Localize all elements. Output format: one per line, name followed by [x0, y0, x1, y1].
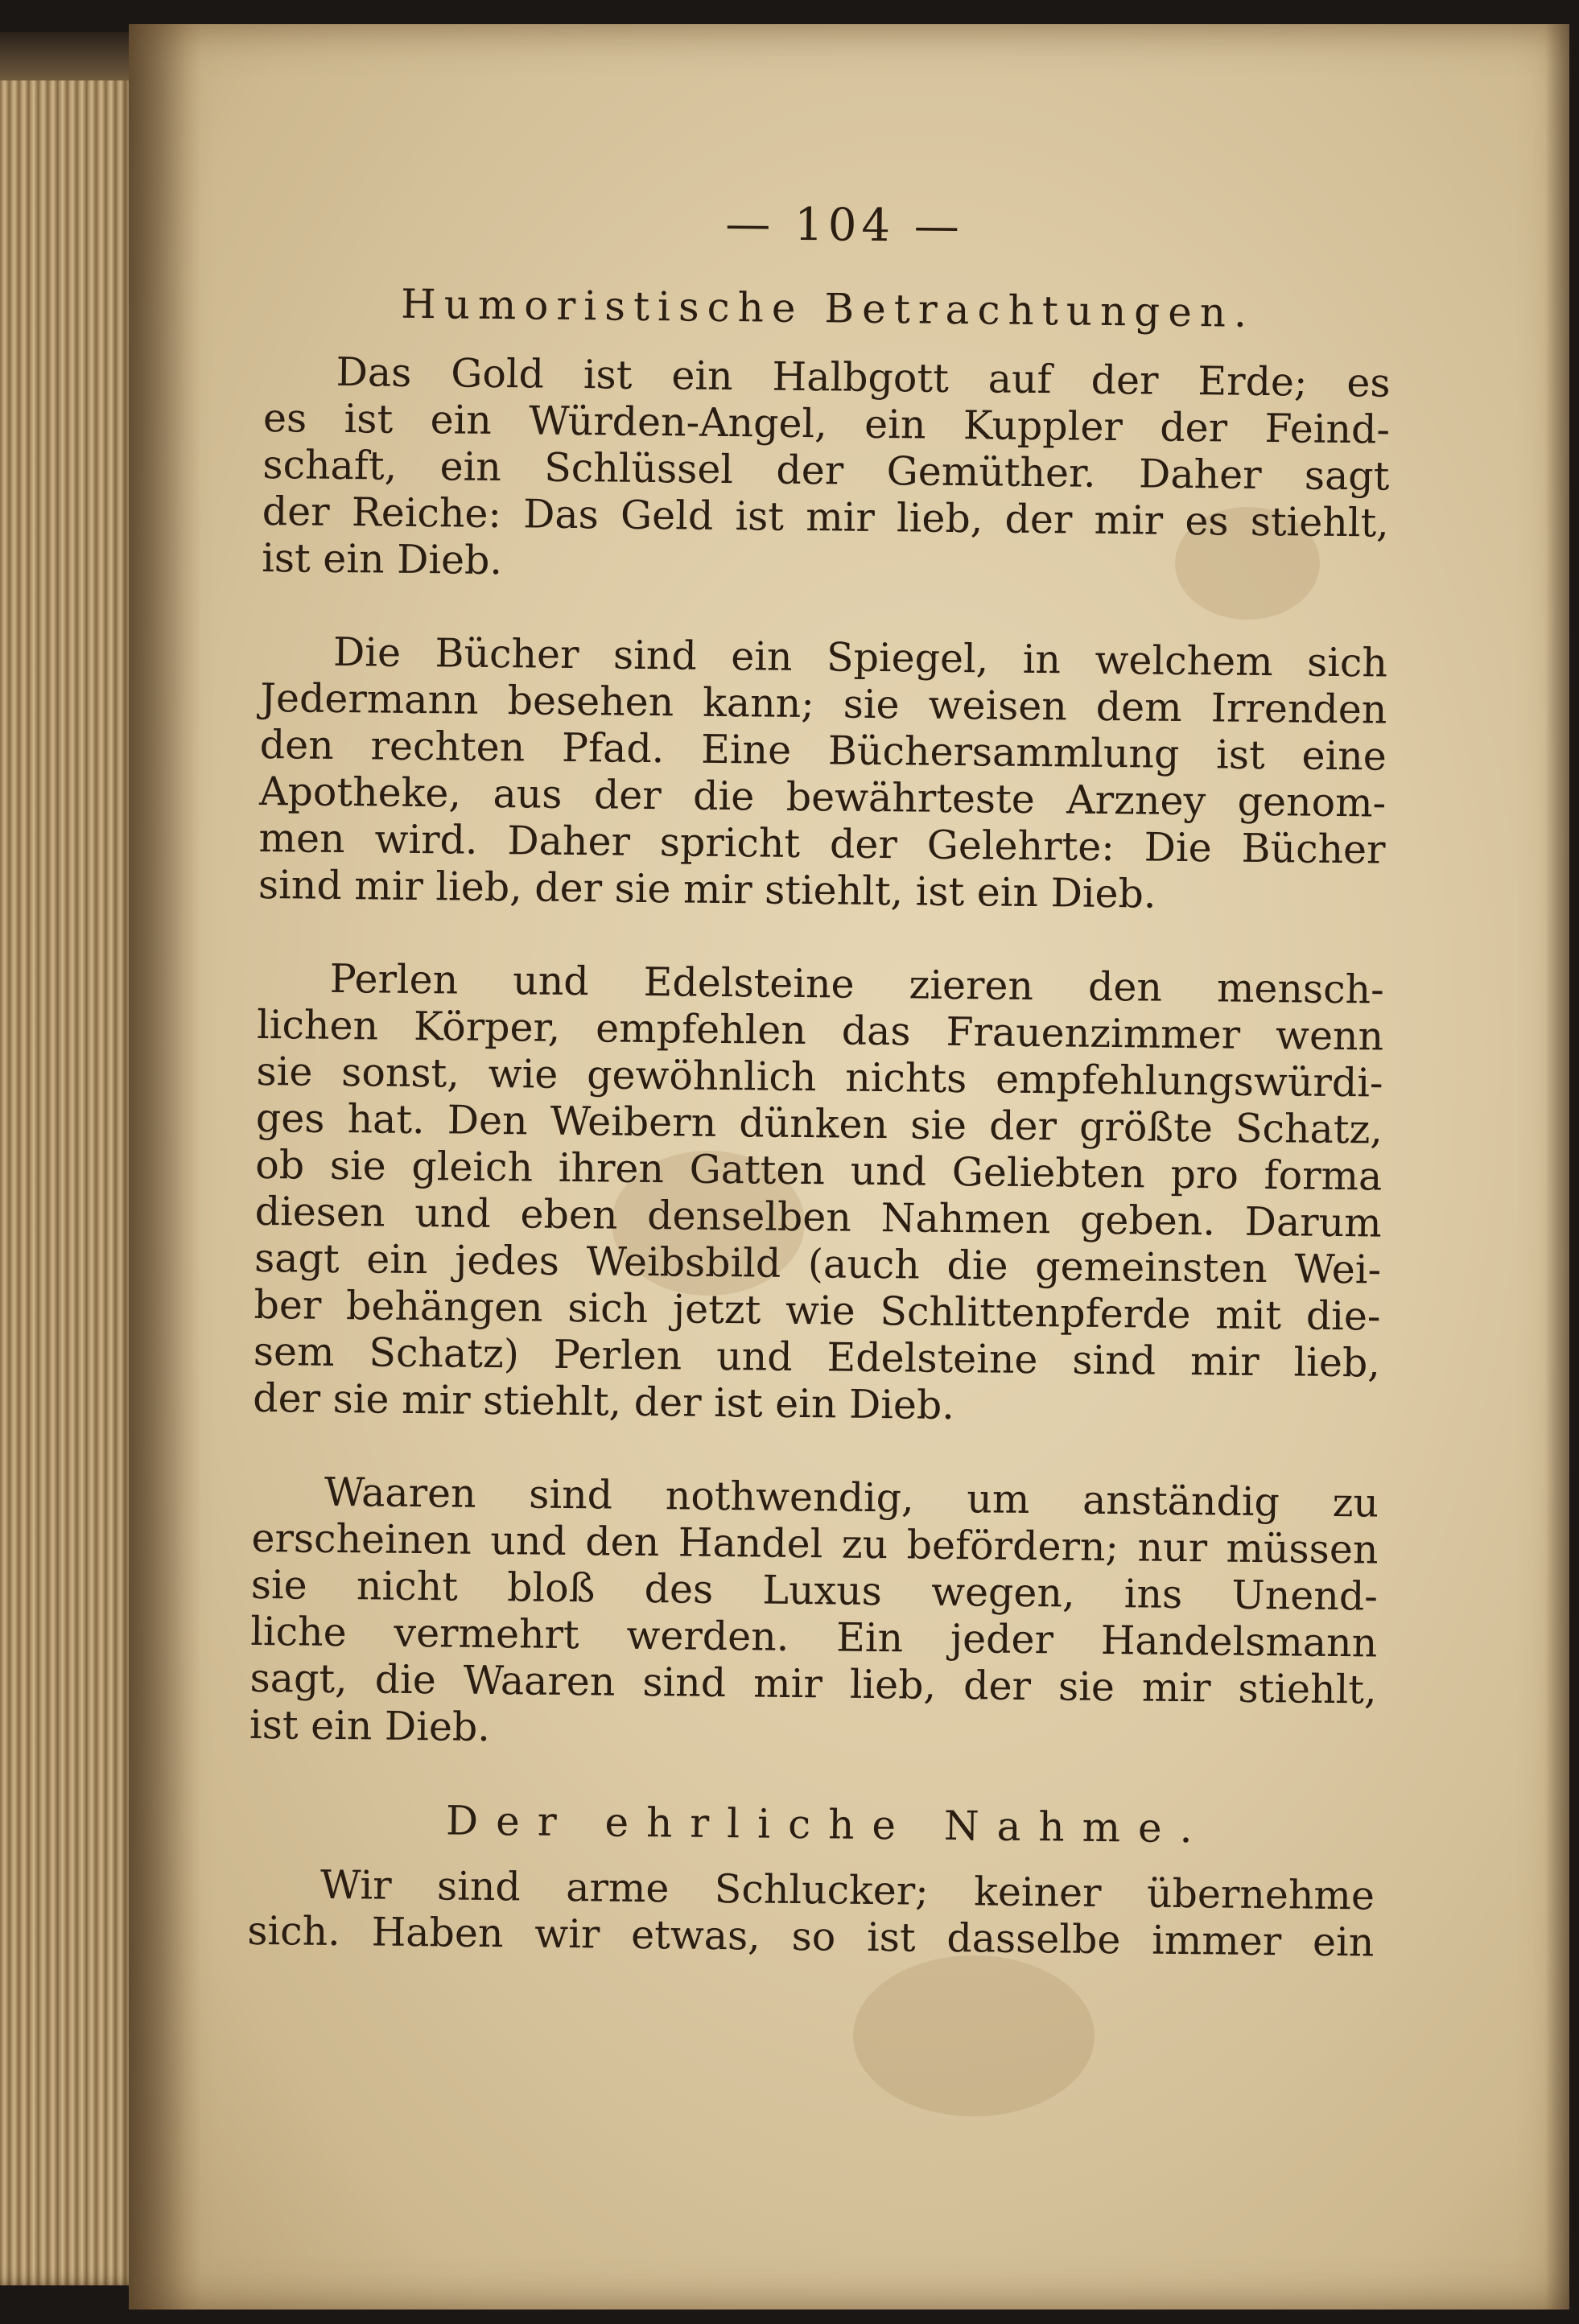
text-line: Apotheke, aus der die bewährteste Arzney genom- [258, 768, 1387, 826]
paragraph-books [258, 628, 1388, 921]
paragraph-gold [262, 348, 1391, 594]
text-line: Die Bücher sind ein Spiegel, in welchem sich [332, 628, 1388, 686]
text-line: sie sonst, wie gewöhnlich nichts empfehlungswürdi- [256, 1048, 1383, 1106]
text-line: sagt ein jedes Weibsbild (auch die gemeinsten Wei- [254, 1234, 1382, 1293]
page-stack [0, 32, 141, 2285]
text-line: sem Schatz) Perlen und Edelsteine sind mir lieb, [253, 1328, 1381, 1387]
text-line: erscheinen und den Handel zu befördern; nur müssen [251, 1514, 1379, 1573]
text-line: Das Gold ist ein Halbgott auf der Erde; es [336, 348, 1391, 406]
section-heading-2: Der ehrliche Nahme. [445, 1797, 1210, 1852]
text-line: ist ein Dieb. [261, 534, 503, 584]
page-text [246, 193, 1391, 2013]
text-line: ber behängen sich jetzt wie Schlittenpferde mit die- [254, 1281, 1381, 1340]
text-line: der sie mir stiehlt, der ist ein Dieb. [253, 1374, 955, 1429]
text-line: Perlen und Edelsteine zieren den mensch- [329, 955, 1385, 1013]
page-right-edge [1545, 24, 1569, 2310]
text-line: ist ein Dieb. [249, 1701, 491, 1751]
text-line: diesen und eben denselben Nahmen geben. Darum [254, 1188, 1382, 1246]
page-number: — 104 — [725, 197, 965, 253]
text-line: sich. Haben wir etwas, so ist dasselbe immer ein [247, 1907, 1375, 1966]
text-line: schaft, ein Schlüssel der Gemüther. Daher sagt [262, 441, 1390, 500]
text-line: sind mir lieb, der sie mir stiehlt, ist ein Dieb. [258, 861, 1156, 917]
text-line: sagt, die Waaren sind mir lieb, der sie mir stiehlt, [249, 1654, 1377, 1713]
paragraph-pearls [253, 955, 1384, 1434]
text-line: Wir sind arme Schlucker; keiner übernehme [320, 1861, 1375, 1919]
paragraph-honest-name [247, 1861, 1375, 1967]
text-line: sie nicht bloß des Luxus wegen, ins Unend- [250, 1561, 1379, 1620]
book-edge-top [0, 32, 141, 80]
text-line: den rechten Pfad. Eine Büchersammlung ist eine [259, 721, 1387, 780]
text-line: der Reiche: Das Geld ist mir lieb, der mir es stiehlt, [262, 488, 1390, 546]
page-gutter [129, 24, 201, 2310]
section-heading: Humoristische Betrachtungen. [400, 280, 1255, 336]
text-line: Jedermann besehen kann; sie weisen dem Irrenden [260, 674, 1387, 733]
text-line: liche vermehrt werden. Ein jeder Handelsmann [249, 1608, 1378, 1667]
text-line: ges hat. Den Weibern dünken sie der größte Schatz, [255, 1094, 1383, 1153]
paragraph-wares [249, 1469, 1379, 1761]
text-line: es ist ein Würden-Angel, ein Kuppler der Feind- [262, 394, 1391, 453]
text-line: lichen Körper, empfehlen das Frauenzimmer wenn [256, 1001, 1384, 1060]
text-line: men wird. Daher spricht der Gelehrte: Die Bücher [258, 814, 1386, 873]
text-line: ob sie gleich ihren Gatten und Geliebten pro forma [255, 1141, 1383, 1200]
text-line: Waaren sind nothwendig, um anständig zu [324, 1469, 1379, 1527]
